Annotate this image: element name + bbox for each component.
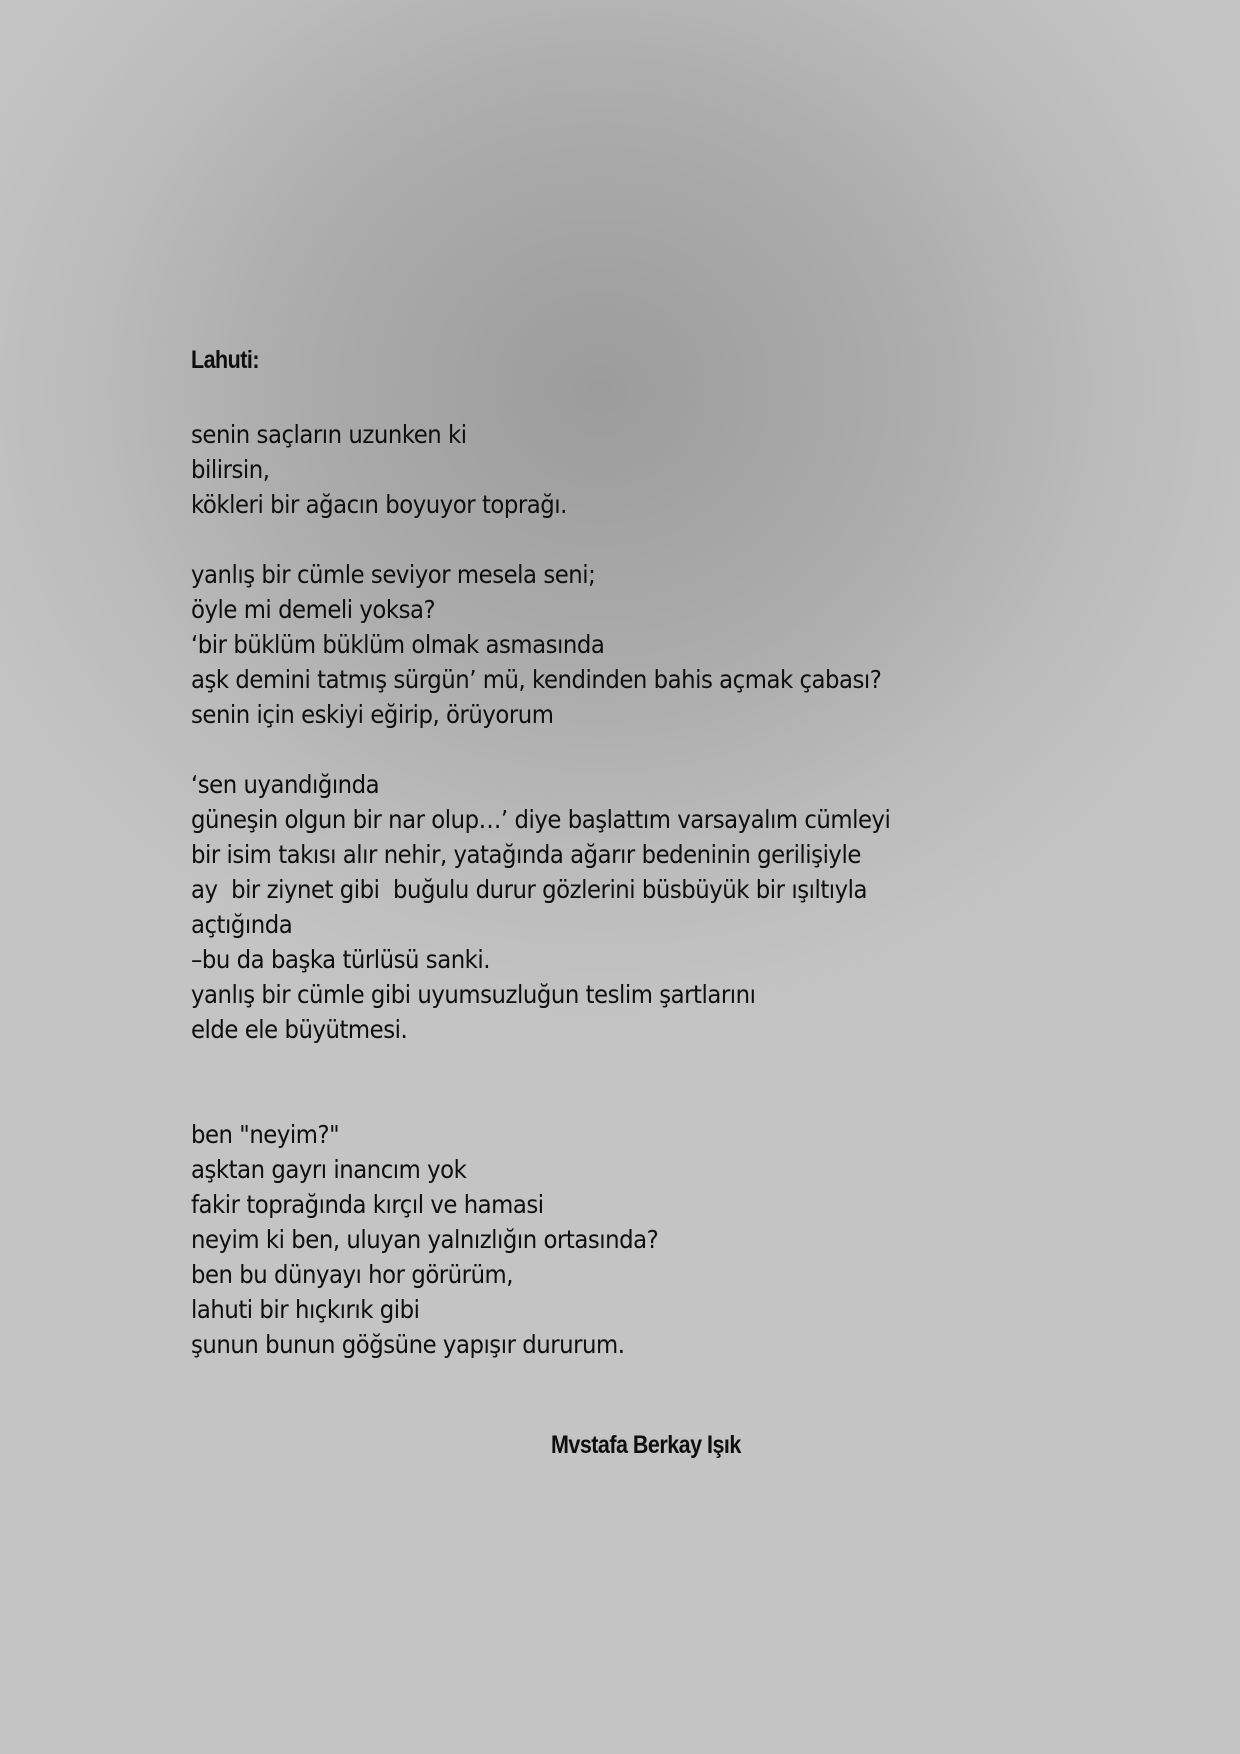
poem-line: yanlış bir cümle seviyor mesela seni; [191, 560, 596, 589]
poem-line: ‘sen uyandığında [191, 770, 380, 799]
poem-line: ben "neyim?" [191, 1120, 340, 1149]
poem-line: ben bu dünyayı hor görürüm, [191, 1260, 514, 1289]
poem-line: şunun bunun göğsüne yapışır dururum. [191, 1330, 625, 1359]
stanza-2 [191, 557, 1191, 732]
poem-line: neyim ki ben, uluyan yalnızlığın ortasında? [191, 1225, 659, 1254]
poem-line: elde ele büyütmesi. [191, 1015, 408, 1044]
poem-line: –bu da başka türlüsü sanki. [191, 945, 491, 974]
poem-title: Lahuti: [191, 346, 260, 374]
poem-line: açtığında [191, 910, 293, 939]
author-signature: Mvstafa Berkay Işık [551, 1431, 741, 1459]
poem-line: aşktan gayrı inancım yok [191, 1155, 467, 1184]
stanza-4 [191, 1117, 1191, 1362]
poem-line: aşk demini tatmış sürgün’ mü, kendinden bahis açmak çabası? [191, 665, 882, 694]
poem-line: yanlış bir cümle gibi uyumsuzluğun teslim şartlarını [191, 980, 756, 1009]
poem-line: bilirsin, [191, 455, 270, 484]
poem-line: lahuti bir hıçkırık gibi [191, 1295, 420, 1324]
poem-line: kökleri bir ağacın boyuyor toprağı. [191, 490, 567, 519]
poem-line: senin saçların uzunken ki [191, 420, 467, 449]
poem-line: bir isim takısı alır nehir, yatağında ağarır bedeninin gerilişiyle [191, 840, 861, 869]
poem-line: ‘bir büklüm büklüm olmak asmasında [191, 630, 605, 659]
poem-body [191, 417, 1191, 1397]
stanza-1 [191, 417, 1191, 522]
poem-line: güneşin olgun bir nar olup…’ diye başlattım varsayalım cümleyi [191, 805, 891, 834]
poem-line: ay bir ziynet gibi buğulu durur gözlerini büsbüyük bir ışıltıyla [191, 875, 868, 904]
poem-line: fakir toprağında kırçıl ve hamasi [191, 1190, 544, 1219]
poem-line: öyle mi demeli yoksa? [191, 595, 436, 624]
poem-line: senin için eskiyi eğirip, örüyorum [191, 700, 554, 729]
stanza-3 [191, 767, 1191, 1047]
